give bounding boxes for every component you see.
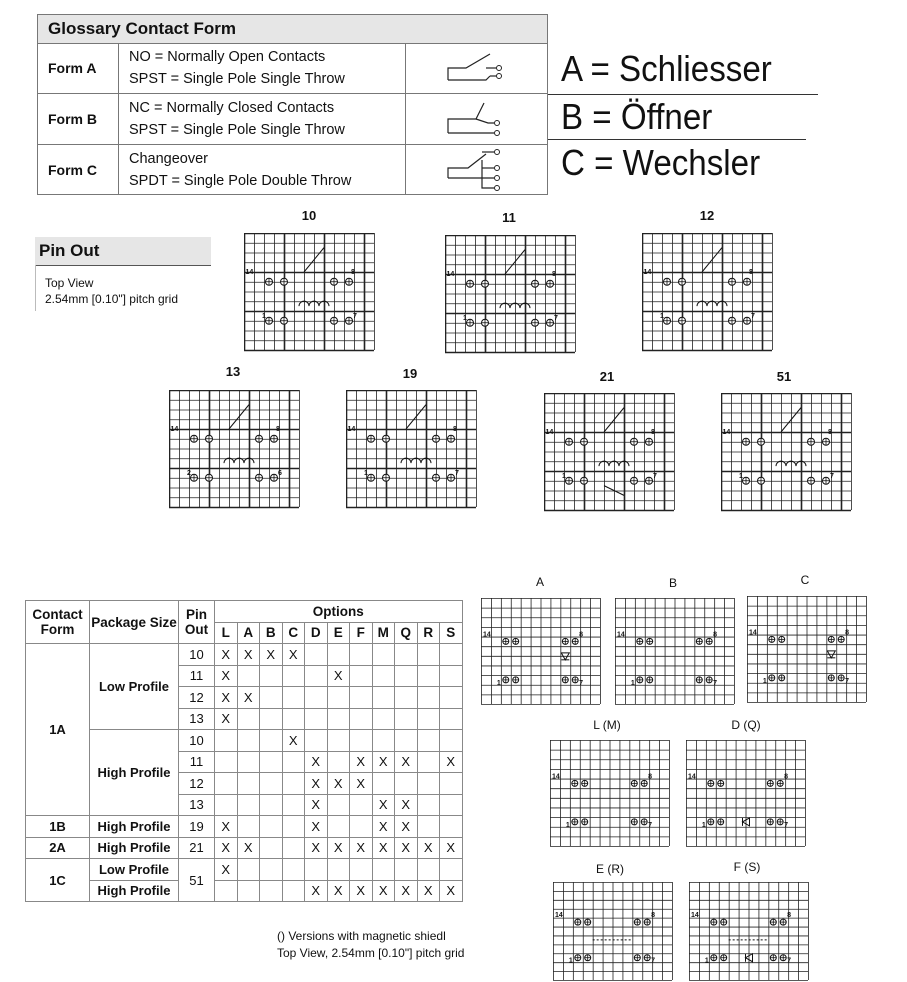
option-mark-cell: X (237, 837, 260, 859)
description-line: SPDT = Single Pole Double Throw (129, 172, 352, 189)
option-label-e-r: E (R) (596, 862, 624, 876)
header-contact-form: Contact Form (26, 601, 90, 644)
pin-out-cell: 11 (179, 751, 215, 773)
description-line: NO = Normally Open Contacts (129, 49, 326, 65)
pin-number: 1 (562, 472, 566, 480)
description-line: SPST = Single Pole Single Throw (129, 70, 345, 87)
option-mark-cell (350, 665, 373, 687)
option-mark-cell (350, 859, 373, 881)
option-mark-cell: X (215, 859, 238, 881)
table-row (26, 816, 463, 838)
pinout-label-21: 21 (599, 369, 615, 384)
option-grid-a (481, 598, 602, 708)
contact-form-cell: 2A (26, 837, 90, 859)
option-mark-cell (327, 751, 350, 773)
pin-out-cell: 51 (179, 859, 215, 902)
table-row (26, 644, 463, 666)
header-pin-out: Pin Out (179, 601, 215, 644)
option-mark-cell: X (215, 837, 238, 859)
option-mark-cell (260, 708, 283, 730)
pin-out-cell: 21 (179, 837, 215, 859)
glossary-row-a (38, 43, 547, 93)
option-mark-cell (305, 665, 328, 687)
pinout-grid-11 (445, 235, 577, 355)
option-mark-cell (395, 644, 418, 666)
option-mark-cell (372, 859, 395, 881)
pinout-label-13: 13 (225, 364, 241, 379)
option-mark-cell: X (282, 730, 305, 752)
pin-out-cell: 12 (179, 687, 215, 709)
option-grid-d-q (686, 740, 807, 850)
pin-number: 8 (276, 425, 280, 433)
pinout-grid-10 (244, 233, 376, 353)
option-mark-cell: X (350, 751, 373, 773)
form-description (129, 47, 345, 90)
option-mark-cell: X (305, 837, 328, 859)
pin-number: 14 (446, 270, 455, 278)
pin-number: 7 (651, 957, 656, 965)
option-mark-cell (327, 644, 350, 666)
pin-number: 14 (545, 428, 554, 436)
option-mark-cell: X (305, 773, 328, 795)
option-mark-cell (372, 665, 395, 687)
pin-number: 8 (651, 912, 656, 920)
option-mark-cell: X (282, 644, 305, 666)
option-label-d-q: D (Q) (731, 718, 761, 732)
pin-number: 14 (688, 773, 696, 781)
option-mark-cell (417, 773, 440, 795)
option-mark-cell: X (350, 773, 373, 795)
pin-number: 7 (353, 312, 357, 320)
option-mark-cell: X (305, 816, 328, 838)
option-column-l: L (215, 622, 238, 644)
pin-out-cell: 10 (179, 644, 215, 666)
pin-number: 7 (579, 679, 584, 687)
pin-number: 1 (463, 314, 467, 322)
option-mark-cell (350, 687, 373, 709)
switch-line (781, 408, 801, 432)
pin-number: 14 (617, 631, 625, 639)
pinout-grid-21 (544, 393, 676, 513)
form-a-contact-symbol-icon (438, 46, 508, 90)
option-mark-cell: X (215, 665, 238, 687)
switch-line (505, 250, 525, 274)
option-mark-cell (327, 708, 350, 730)
option-mark-cell (215, 794, 238, 816)
option-mark-cell: X (327, 837, 350, 859)
option-mark-cell: X (417, 837, 440, 859)
option-column-d: D (305, 622, 328, 644)
option-column-c: C (282, 622, 305, 644)
option-mark-cell (260, 859, 283, 881)
option-mark-cell (417, 708, 440, 730)
option-mark-cell (327, 816, 350, 838)
pinout-title: Pin Out (35, 237, 211, 266)
pin-number: 7 (845, 677, 850, 685)
option-mark-cell (440, 859, 463, 881)
option-mark-cell (282, 794, 305, 816)
pin-number: 8 (713, 631, 718, 639)
option-mark-cell (237, 859, 260, 881)
option-mark-cell (417, 794, 440, 816)
option-mark-cell (417, 644, 440, 666)
option-column-m: M (372, 622, 395, 644)
table-row (26, 730, 463, 752)
pin-number: 14 (749, 629, 757, 637)
pinout-grid-19 (346, 390, 478, 510)
header-options: Options (215, 601, 463, 623)
option-label-l-m: L (M) (593, 718, 621, 732)
option-grid-b (615, 598, 736, 708)
option-mark-cell (237, 880, 260, 902)
option-mark-cell (260, 773, 283, 795)
pitch-note: Top View, 2.54mm [0.10"] pitch grid (277, 946, 465, 960)
pinout-label-11: 11 (502, 210, 516, 225)
form-description (129, 149, 351, 192)
option-mark-cell: X (260, 644, 283, 666)
option-mark-cell (237, 751, 260, 773)
form-b-contact-symbol-icon (438, 97, 508, 141)
pin-number: 14 (347, 425, 356, 433)
option-mark-cell (440, 644, 463, 666)
option-mark-cell (395, 708, 418, 730)
option-mark-cell (395, 773, 418, 795)
option-mark-cell (440, 708, 463, 730)
pin-number: 8 (552, 270, 556, 278)
option-mark-cell (327, 859, 350, 881)
option-column-r: R (417, 622, 440, 644)
pin-number: 2 (187, 469, 191, 477)
pinout-pitch-label: 2.54mm [0.10"] pitch grid (45, 292, 178, 306)
pin-number: 7 (784, 821, 789, 829)
option-mark-cell (215, 880, 238, 902)
form-c-contact-symbol-icon (438, 148, 508, 194)
pin-number: 8 (828, 428, 832, 436)
option-mark-cell (440, 687, 463, 709)
option-mark-cell (417, 730, 440, 752)
pin-out-cell: 19 (179, 816, 215, 838)
option-mark-cell (350, 794, 373, 816)
option-mark-cell (305, 644, 328, 666)
pin-number: 1 (660, 312, 664, 320)
option-label-a: A (535, 575, 544, 589)
option-mark-cell (260, 837, 283, 859)
glossary-row-c (38, 145, 547, 195)
option-mark-cell (350, 816, 373, 838)
option-mark-cell (350, 644, 373, 666)
option-mark-cell: X (440, 751, 463, 773)
option-mark-cell (237, 816, 260, 838)
table-row (26, 859, 463, 881)
option-mark-cell (282, 773, 305, 795)
option-label-c: C (800, 573, 810, 587)
description-line: Changeover (129, 151, 208, 167)
option-mark-cell (282, 708, 305, 730)
pin-number: 14 (483, 631, 491, 639)
option-mark-cell (305, 859, 328, 881)
option-mark-cell (215, 751, 238, 773)
option-mark-cell (237, 665, 260, 687)
option-mark-cell: X (215, 708, 238, 730)
option-mark-cell: X (372, 751, 395, 773)
option-mark-cell (260, 794, 283, 816)
pin-number: 7 (554, 314, 558, 322)
option-mark-cell: X (350, 837, 373, 859)
pin-number: 14 (170, 425, 179, 433)
option-mark-cell (282, 665, 305, 687)
option-mark-cell: X (372, 837, 395, 859)
package-size-cell: Low Profile (90, 644, 179, 730)
pin-number: 14 (691, 912, 699, 920)
option-mark-cell (305, 687, 328, 709)
option-mark-cell (350, 730, 373, 752)
option-mark-cell (305, 708, 328, 730)
option-mark-cell: X (327, 773, 350, 795)
pin-number: 8 (453, 425, 457, 433)
package-size-cell: High Profile (90, 880, 179, 902)
pin-number: 8 (351, 268, 355, 276)
option-grid-f-s (689, 882, 810, 982)
option-mark-cell: X (327, 665, 350, 687)
option-grid-e-r (553, 882, 674, 982)
option-mark-cell (327, 794, 350, 816)
form-description (129, 98, 345, 141)
option-mark-cell (417, 665, 440, 687)
option-mark-cell (372, 773, 395, 795)
option-mark-cell (260, 665, 283, 687)
option-mark-cell: X (395, 880, 418, 902)
option-mark-cell (372, 644, 395, 666)
glossary-title: Glossary Contact Form (38, 15, 547, 44)
contact-form-cell: 1C (26, 859, 90, 902)
pin-number: 8 (787, 912, 792, 920)
pin-number: 8 (579, 631, 584, 639)
option-mark-cell (260, 880, 283, 902)
pinout-grid-12 (642, 233, 774, 353)
table-row (26, 837, 463, 859)
option-mark-cell (395, 687, 418, 709)
pin-number: 7 (455, 469, 459, 477)
option-mark-cell: X (215, 687, 238, 709)
option-mark-cell: X (305, 880, 328, 902)
pinout-label-10: 10 (301, 208, 317, 223)
alias-c: C = Wechsler (561, 142, 761, 183)
package-size-cell: High Profile (90, 816, 179, 838)
table-row (26, 880, 463, 902)
pin-number: 7 (648, 821, 653, 829)
option-mark-cell: X (327, 880, 350, 902)
shield-note: () Versions with magnetic shiedl (277, 929, 446, 943)
option-mark-cell: X (215, 644, 238, 666)
option-mark-cell (417, 687, 440, 709)
option-mark-cell (237, 794, 260, 816)
pin-out-cell: 13 (179, 708, 215, 730)
option-mark-cell (282, 859, 305, 881)
option-mark-cell: X (305, 751, 328, 773)
pin-number: 7 (751, 312, 755, 320)
pin-number: 7 (713, 679, 718, 687)
switch-line (229, 405, 249, 429)
pin-out-cell: 13 (179, 794, 215, 816)
option-mark-cell (260, 687, 283, 709)
pin-number: 8 (845, 629, 850, 637)
option-mark-cell (305, 730, 328, 752)
option-mark-cell: X (305, 794, 328, 816)
package-size-cell: Low Profile (90, 859, 179, 881)
pin-number: 7 (787, 957, 792, 965)
pin-out-cell: 11 (179, 665, 215, 687)
pin-number: 1 (565, 821, 570, 829)
option-mark-cell: X (372, 880, 395, 902)
pin-number: 1 (262, 312, 266, 320)
option-mark-cell (440, 794, 463, 816)
pin-number: 14 (643, 268, 652, 276)
pin-out-cell: 12 (179, 773, 215, 795)
form-label: Form B (48, 111, 97, 127)
option-mark-cell (282, 837, 305, 859)
pinout-label-51: 51 (776, 369, 792, 384)
option-column-s: S (440, 622, 463, 644)
alias-a: A = Schliesser (561, 48, 772, 89)
option-column-e: E (327, 622, 350, 644)
option-mark-cell (350, 708, 373, 730)
option-grid-c (747, 596, 868, 706)
pinout-grid-51 (721, 393, 853, 513)
option-mark-cell (237, 773, 260, 795)
glossary-table (37, 14, 548, 195)
switch-line (304, 248, 324, 272)
pin-number: 6 (278, 469, 282, 477)
pin-number: 1 (704, 957, 709, 965)
option-mark-cell (260, 751, 283, 773)
form-label: Form C (48, 162, 97, 178)
header-package-size: Package Size (90, 601, 179, 644)
option-mark-cell (215, 730, 238, 752)
pin-number: 14 (722, 428, 731, 436)
pinout-grid-13 (169, 390, 301, 510)
option-column-a: A (237, 622, 260, 644)
option-mark-cell (282, 687, 305, 709)
switch-line (604, 408, 624, 432)
option-mark-cell (215, 773, 238, 795)
switch-line (604, 486, 624, 496)
pin-number: 1 (701, 821, 706, 829)
pinout-label-19: 19 (402, 366, 418, 381)
option-mark-cell: X (395, 837, 418, 859)
option-mark-cell: X (395, 794, 418, 816)
pin-out-cell: 10 (179, 730, 215, 752)
option-mark-cell: X (417, 880, 440, 902)
glossary-row-b (38, 94, 547, 144)
pinout-header (35, 237, 211, 311)
switch-line (702, 248, 722, 272)
pin-number: 14 (552, 773, 560, 781)
option-mark-cell (395, 730, 418, 752)
description-line: SPST = Single Pole Single Throw (129, 121, 345, 138)
package-size-cell: High Profile (90, 730, 179, 816)
pin-number: 7 (653, 472, 657, 480)
contact-form-cell: 1A (26, 644, 90, 816)
pin-number: 8 (749, 268, 753, 276)
pin-number: 1 (762, 677, 767, 685)
option-mark-cell (237, 730, 260, 752)
option-mark-cell (440, 816, 463, 838)
pin-number: 1 (568, 957, 573, 965)
option-mark-cell (260, 730, 283, 752)
option-mark-cell (327, 687, 350, 709)
option-mark-cell: X (350, 880, 373, 902)
form-label: Form A (48, 60, 97, 76)
option-mark-cell (417, 816, 440, 838)
pin-number: 8 (784, 773, 789, 781)
pin-number: 1 (739, 472, 743, 480)
pinout-label-12: 12 (699, 208, 715, 223)
pin-number: 14 (555, 912, 563, 920)
pin-number: 14 (245, 268, 254, 276)
option-mark-cell (372, 687, 395, 709)
option-mark-cell (395, 859, 418, 881)
option-mark-cell: X (215, 816, 238, 838)
pin-number: 1 (630, 679, 635, 687)
option-mark-cell (282, 816, 305, 838)
option-label-b: B (668, 576, 677, 590)
option-mark-cell (260, 816, 283, 838)
option-column-f: F (350, 622, 373, 644)
option-column-b: B (260, 622, 283, 644)
option-mark-cell (372, 708, 395, 730)
option-mark-cell: X (237, 687, 260, 709)
option-mark-cell (282, 880, 305, 902)
pin-number: 8 (648, 773, 653, 781)
option-mark-cell: X (395, 816, 418, 838)
option-grid-l-m (550, 740, 671, 850)
option-mark-cell (282, 751, 305, 773)
switch-line (406, 405, 426, 429)
option-mark-cell (327, 730, 350, 752)
option-mark-cell: X (440, 837, 463, 859)
pin-number: 1 (364, 469, 368, 477)
description-line: NC = Normally Closed Contacts (129, 100, 335, 116)
option-mark-cell (417, 859, 440, 881)
pin-number: 7 (830, 472, 834, 480)
option-mark-cell: X (237, 644, 260, 666)
option-mark-cell (395, 665, 418, 687)
pinout-view-label: Top View (45, 276, 94, 290)
option-label-f-s: F (S) (733, 860, 761, 874)
option-column-q: Q (395, 622, 418, 644)
option-mark-cell (440, 730, 463, 752)
alias-b: B = Öffner (561, 96, 713, 137)
option-mark-cell (417, 751, 440, 773)
pin-number: 1 (496, 679, 501, 687)
pin-number: 8 (651, 428, 655, 436)
option-mark-cell: X (372, 794, 395, 816)
option-mark-cell (372, 730, 395, 752)
option-mark-cell (440, 773, 463, 795)
package-size-cell: High Profile (90, 837, 179, 859)
option-mark-cell: X (395, 751, 418, 773)
option-mark-cell: X (372, 816, 395, 838)
contact-form-cell: 1B (26, 816, 90, 838)
option-mark-cell (440, 665, 463, 687)
options-table (25, 600, 463, 902)
option-mark-cell: X (440, 880, 463, 902)
option-mark-cell (237, 708, 260, 730)
